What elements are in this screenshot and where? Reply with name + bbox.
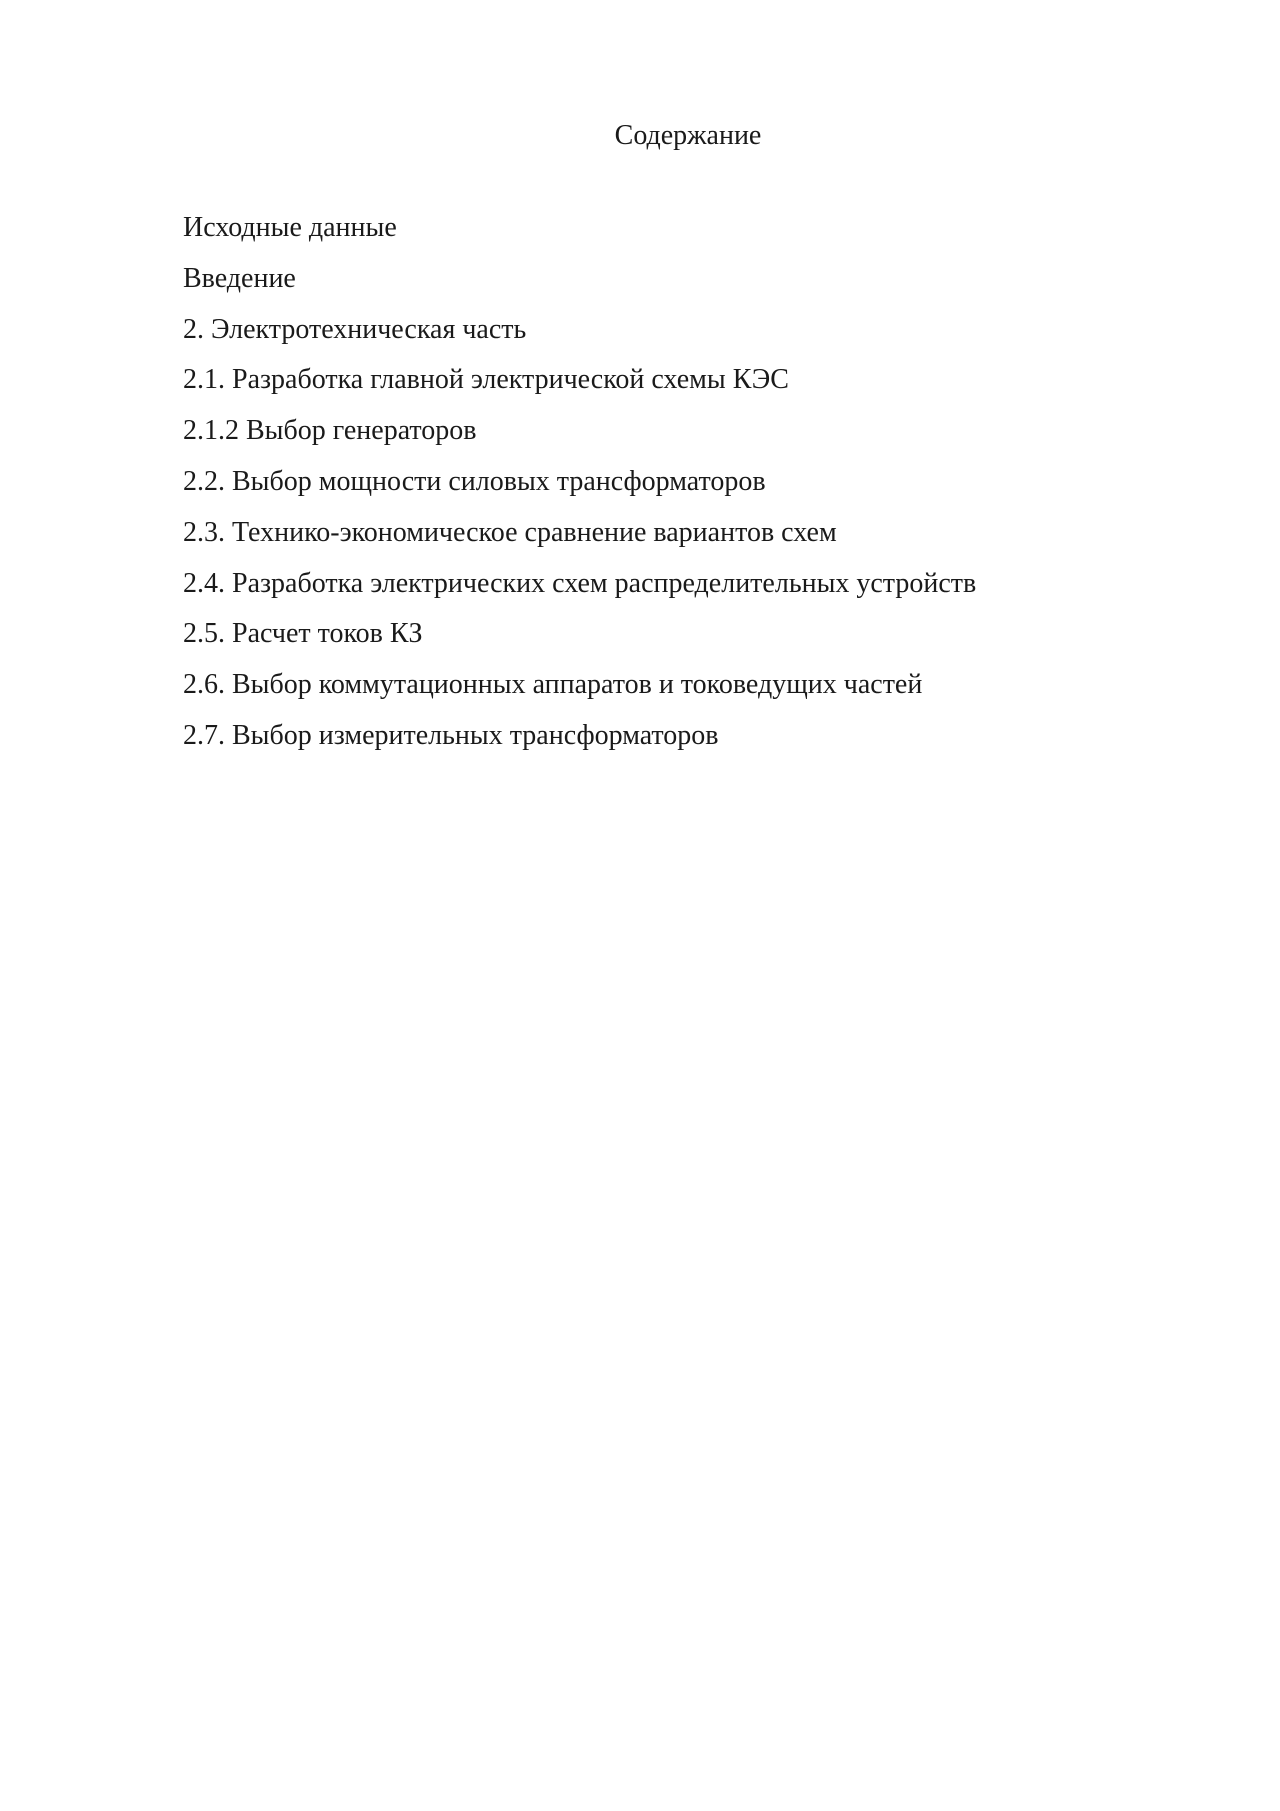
toc-item: Введение [183, 262, 296, 294]
toc-item: 2.2. Выбор мощности силовых трансформаторов [183, 465, 766, 497]
toc-title: Содержание [614, 120, 762, 151]
toc-item: Исходные данные [183, 212, 397, 243]
toc-item: 2.6. Выбор коммутационных аппаратов и токоведущих частей [183, 669, 923, 701]
toc-item: 2.7. Выбор измерительных трансформаторов [183, 719, 719, 751]
toc-item: 2.3. Технико-экономическое сравнение вариантов схем [183, 516, 837, 548]
toc-item: 2. Электротехническая часть [183, 313, 527, 345]
toc-item: 2.5. Расчет токов КЗ [183, 618, 423, 650]
toc-item: 2.1. Разработка главной электрической схемы КЭС [183, 364, 789, 396]
toc-item: 2.1.2 Выбор генераторов [183, 415, 477, 447]
table-of-contents [183, 211, 976, 770]
toc-item: 2.4. Разработка электрических схем распределительных устройств [183, 567, 977, 599]
